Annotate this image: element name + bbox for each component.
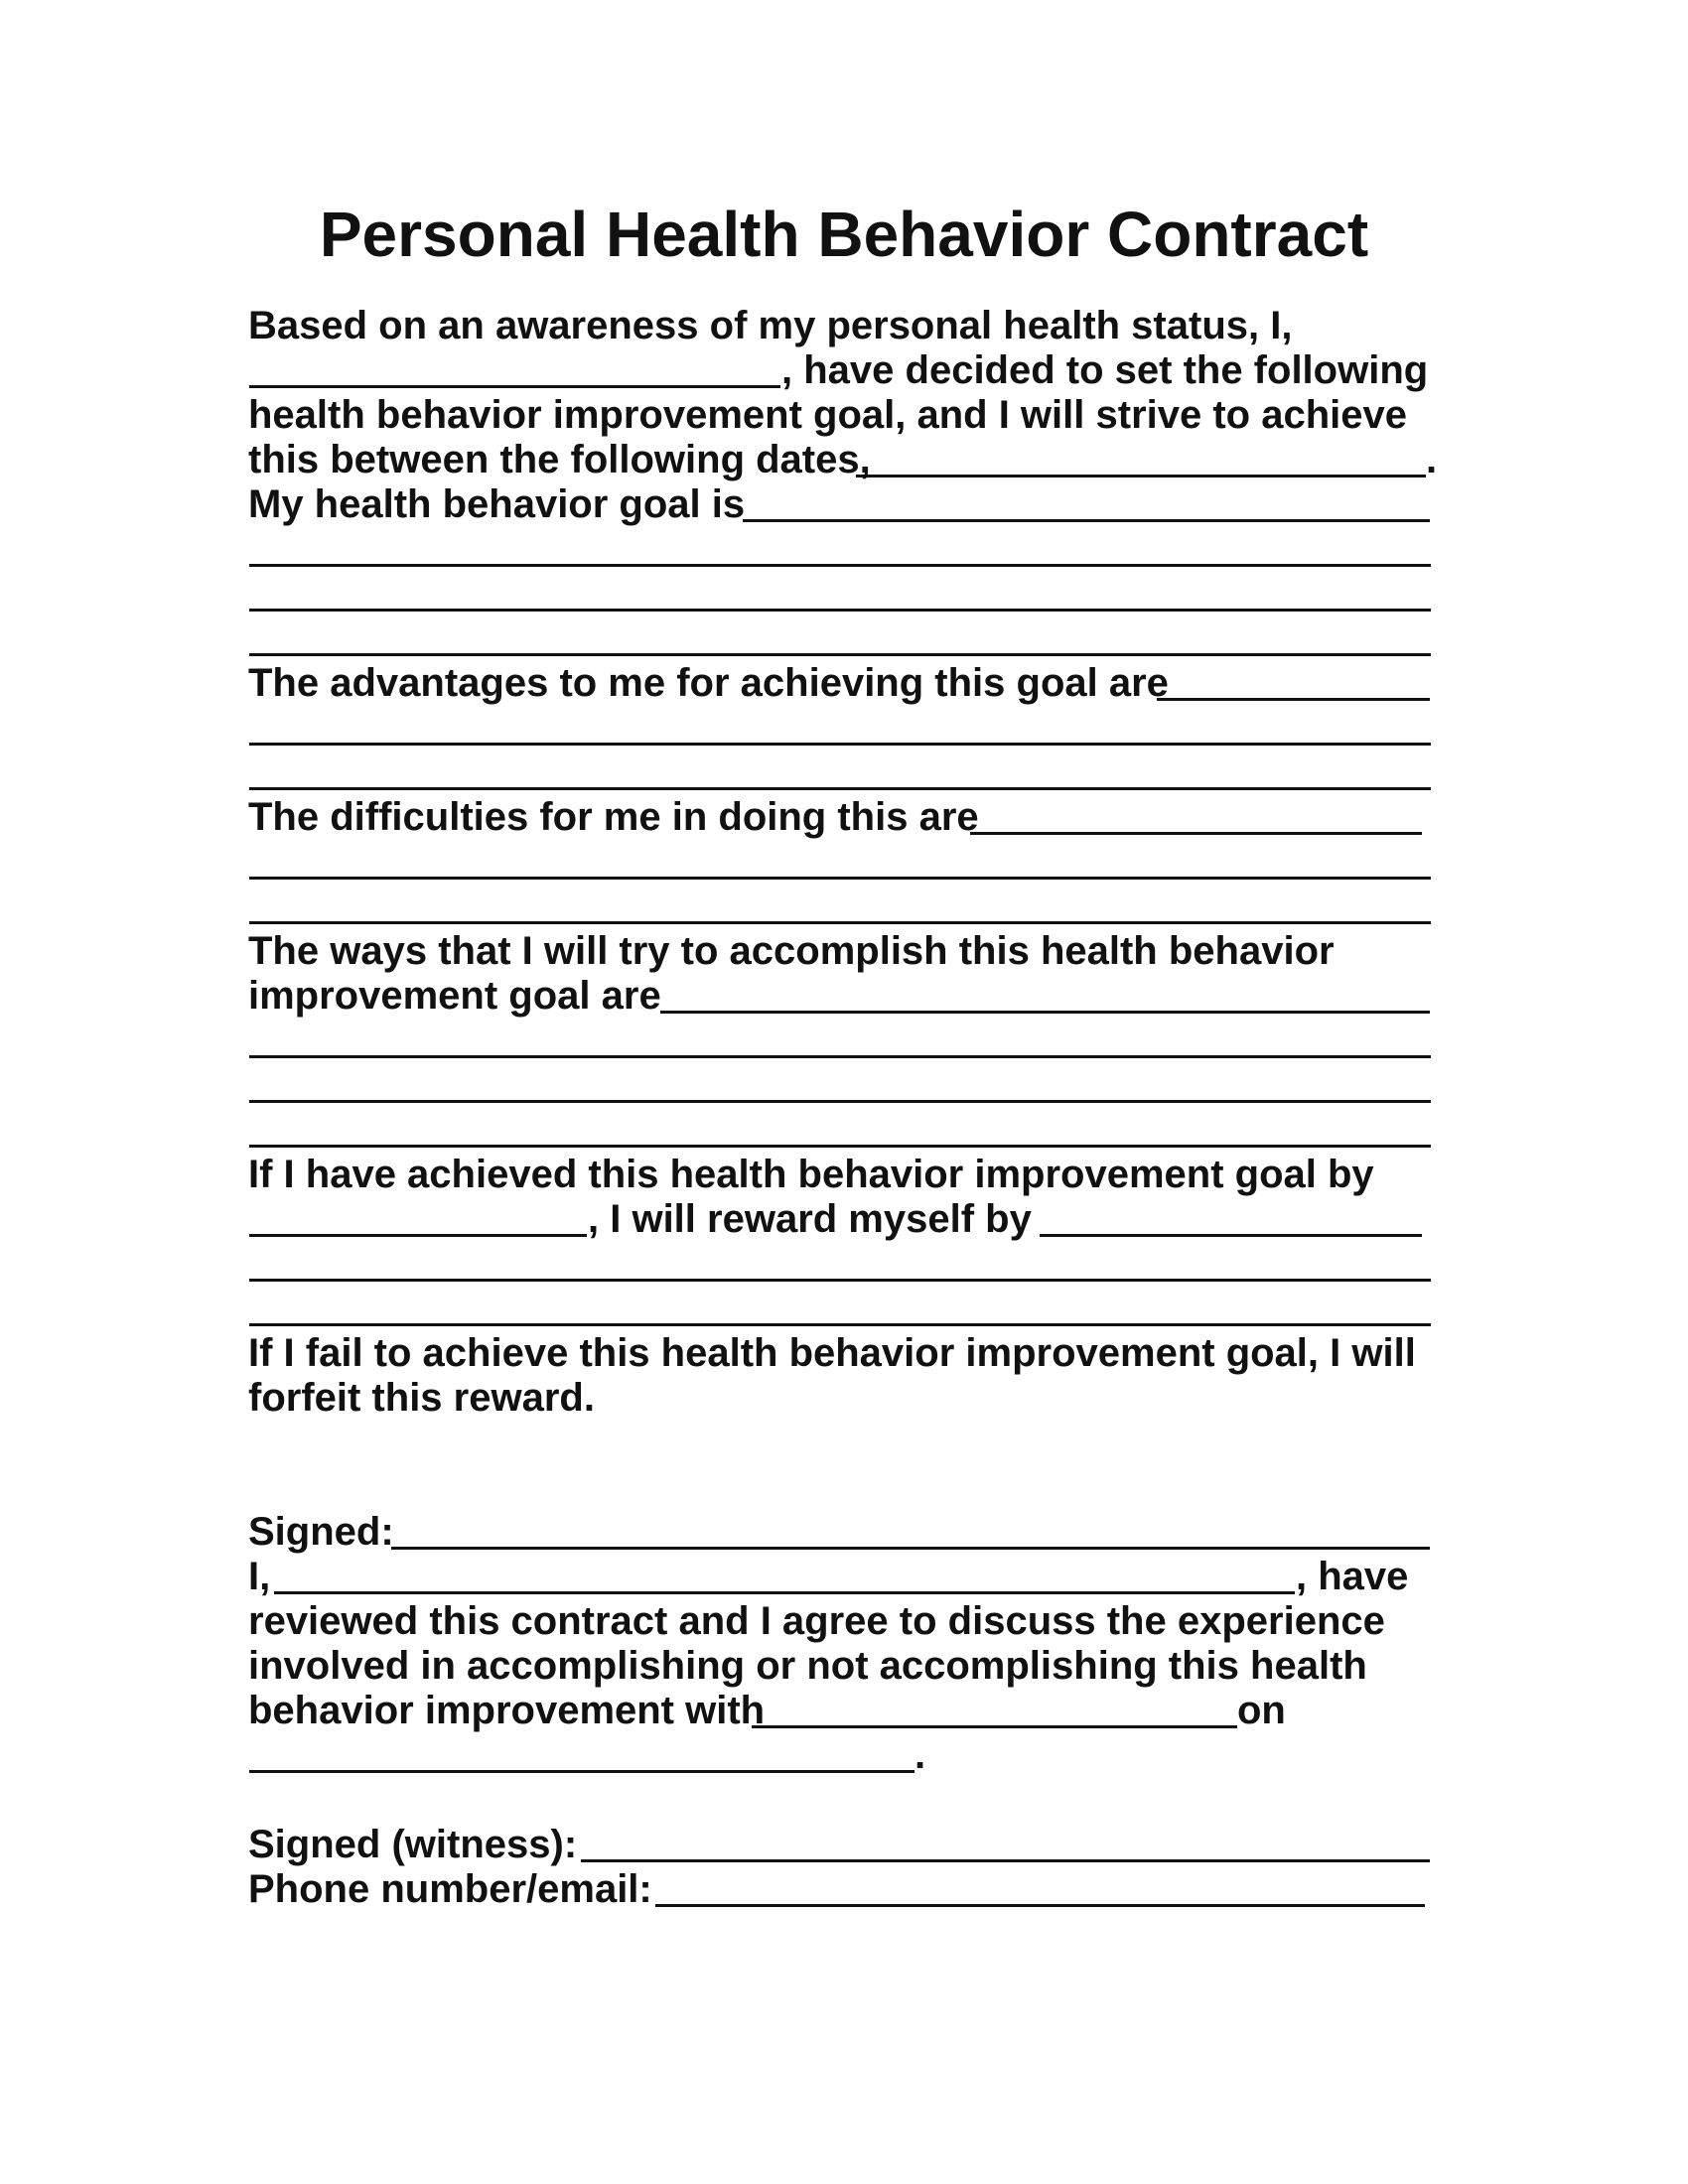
signed-label: Signed: xyxy=(248,1510,394,1554)
review-line-3: reviewed this contract and I agree to discuss the experience xyxy=(248,1599,1385,1643)
intro-line-4: this between the following dates, xyxy=(248,438,871,481)
reward-blank-line-3[interactable] xyxy=(249,1323,1431,1326)
difficulties-label: The difficulties for me in doing this are xyxy=(248,795,979,839)
name-blank[interactable] xyxy=(249,385,780,388)
goal-blank-line-3[interactable] xyxy=(249,609,1431,612)
ways-blank-line-4[interactable] xyxy=(249,1145,1431,1148)
ways-blank-line-3[interactable] xyxy=(249,1100,1431,1103)
intro-line-4-period: . xyxy=(1426,438,1438,481)
discuss-date-period: . xyxy=(914,1733,926,1777)
witness-signature-blank[interactable] xyxy=(581,1859,1430,1862)
review-line-4: involved in accomplishing or not accomplishing this health xyxy=(248,1644,1367,1688)
signature-blank[interactable] xyxy=(391,1547,1430,1550)
reviewer-prefix: I, xyxy=(248,1555,271,1598)
advantages-blank-line-2[interactable] xyxy=(249,743,1431,746)
advantages-label: The advantages to me for achieving this goal are xyxy=(248,661,1169,705)
reward-blank-line-2[interactable] xyxy=(249,1279,1431,1282)
reviewer-suffix: , have xyxy=(1296,1555,1409,1598)
reward-blank[interactable] xyxy=(1040,1234,1422,1237)
reward-date-blank[interactable] xyxy=(249,1234,587,1237)
forfeit-line-2: forfeit this reward. xyxy=(248,1376,595,1420)
difficulties-blank-line-2[interactable] xyxy=(249,877,1431,880)
advantages-blank[interactable] xyxy=(1157,698,1430,701)
goal-blank-line-2[interactable] xyxy=(249,564,1431,567)
ways-line-1: The ways that I will try to accomplish this health behavior xyxy=(248,929,1335,973)
forfeit-line-1: If I fail to achieve this health behavior improvement goal, I will xyxy=(248,1331,1416,1375)
reward-line-2: , I will reward myself by xyxy=(588,1197,1032,1241)
intro-line-1: Based on an awareness of my personal health status, I, xyxy=(248,304,1293,347)
discuss-with-blank[interactable] xyxy=(752,1725,1237,1728)
witness-contact-label: Phone number/email: xyxy=(248,1867,652,1911)
dates-blank[interactable] xyxy=(856,475,1426,478)
discuss-date-blank[interactable] xyxy=(249,1770,914,1773)
ways-blank[interactable] xyxy=(660,1011,1430,1014)
reward-line-1: If I have achieved this health behavior improvement goal by xyxy=(248,1153,1374,1196)
on-label: on xyxy=(1237,1689,1286,1732)
ways-blank-line-2[interactable] xyxy=(249,1055,1431,1058)
goal-blank[interactable] xyxy=(743,519,1430,522)
reviewer-name-blank[interactable] xyxy=(274,1591,1295,1594)
witness-contact-blank[interactable] xyxy=(655,1904,1425,1907)
review-line-5: behavior improvement with xyxy=(248,1689,766,1732)
advantages-blank-line-3[interactable] xyxy=(249,787,1431,790)
goal-blank-line-4[interactable] xyxy=(249,653,1431,656)
difficulties-blank[interactable] xyxy=(970,832,1422,835)
intro-line-3: health behavior improvement goal, and I will strive to achieve xyxy=(248,393,1407,437)
page-title: Personal Health Behavior Contract xyxy=(319,199,1369,270)
witness-signed-label: Signed (witness): xyxy=(248,1823,578,1866)
difficulties-blank-line-3[interactable] xyxy=(249,921,1431,924)
intro-line-2: , have decided to set the following xyxy=(781,348,1429,392)
ways-line-2: improvement goal are xyxy=(248,974,661,1018)
goal-label: My health behavior goal is xyxy=(248,482,746,526)
